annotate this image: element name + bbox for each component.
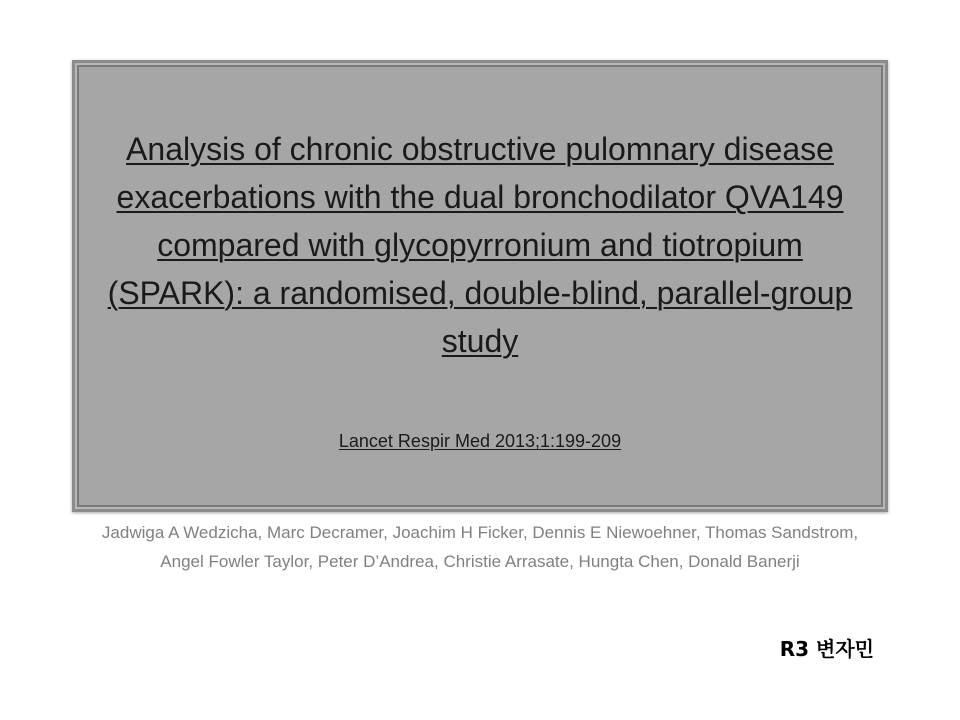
paper-title: Analysis of chronic obstructive pulomnary disease exacerbations with the dual bronchodilator QVA149 compared with glycopyrronium and tiotropium (SPARK): a randomised, double-blind, parallel-group study (107, 131, 853, 359)
title-box (72, 60, 888, 512)
presenter-label: R3 변자민 (779, 637, 874, 661)
journal-citation: Lancet Respir Med 2013;1:199-209 (338, 431, 622, 451)
author-list: Jadwiga A Wedzicha, Marc Decramer, Joachim H Ficker, Dennis E Niewoehner, Thomas Sandstrom, Angel Fowler Taylor, Peter D’Andrea, Christie Arrasate, Hungta Chen, Donald Banerji (101, 523, 859, 571)
